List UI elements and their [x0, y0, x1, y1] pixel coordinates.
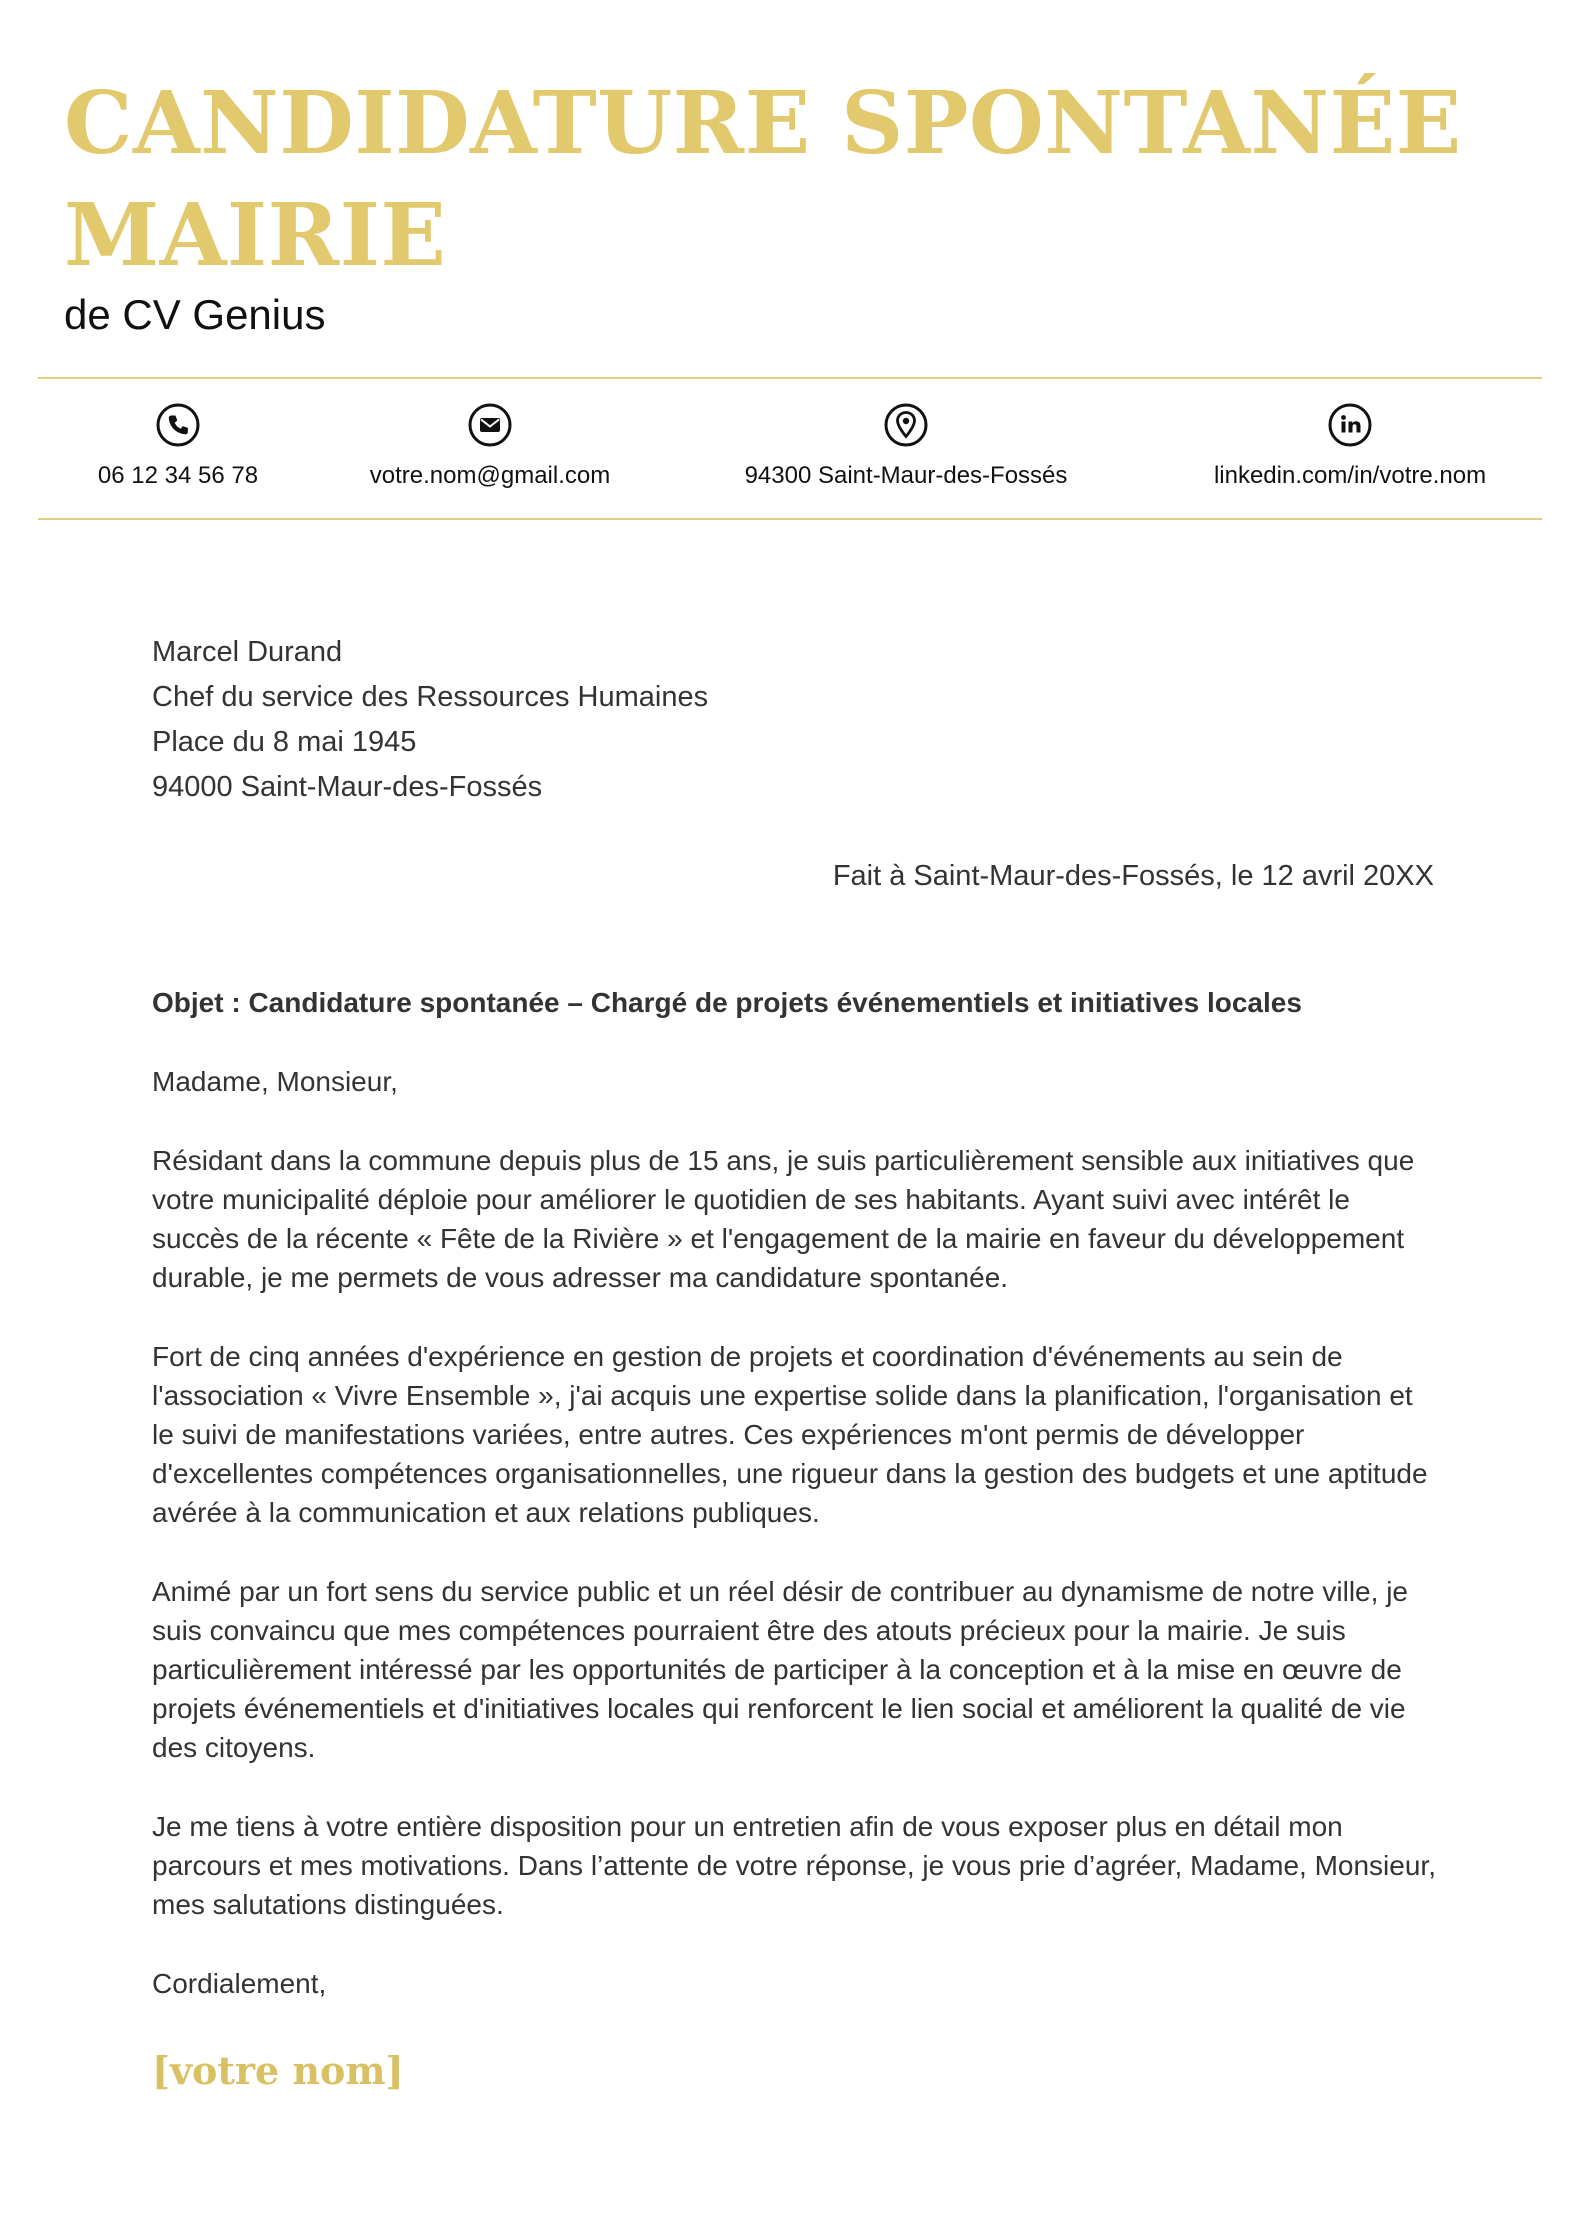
recipient-street: Place du 8 mai 1945	[152, 726, 417, 758]
divider-top	[38, 377, 1542, 379]
recipient-city: 94000 Saint-Maur-des-Fossés	[152, 771, 543, 803]
page-title: CANDIDATURE SPONTANÉE MAIRIE	[64, 73, 1462, 286]
page-subtitle: de CV Genius	[64, 291, 326, 338]
contact-phone-text: 06 12 34 56 78	[97, 462, 259, 489]
letter-paragraph-3: Animé par un fort sens du service public et un réel désir de contribuer au dynamisme de notre ville, je suis convaincu que mes compétences pourraient être des atouts précieux pour la mairie. Je suis particulièrement intéressé par les opportunités de participer à la conception et à la mise en œuvre de projets événementiels et d'initiatives locales qui renforcent le lien social et améliorent la qualité de vie des citoyens.	[152, 1576, 1408, 1763]
letter-paragraph-2: Fort de cinq années d'expérience en gestion de projets et coordination d'événements au sein de l'association « Vivre Ensemble », j'ai acquis une expertise solide dans la planification, l'organisation et le suivi de manifestations variées, entre autres. Ces expériences m'ont permis de développer d'excellentes compétences organisationnelles, une rigueur dans la gestion des budgets et une aptitude avérée à la communication et aux relations publiques.	[152, 1341, 1428, 1528]
contact-address-text: 94300 Saint-Maur-des-Fossés	[744, 462, 1068, 489]
recipient-name: Marcel Durand	[152, 636, 343, 668]
location-pin-icon	[883, 402, 929, 448]
linkedin-icon	[1327, 402, 1373, 448]
phone-icon	[155, 402, 201, 448]
date-line: Fait à Saint-Maur-des-Fossés, le 12 avril 20XX	[832, 860, 1434, 892]
contact-address	[676, 402, 1136, 496]
recipient-role: Chef du service des Ressources Humaines	[152, 681, 709, 713]
letter-subject: Objet : Candidature spontanée – Chargé de projets événementiels et initiatives locales	[152, 987, 1302, 1018]
letter-salutation: Madame, Monsieur,	[152, 1066, 398, 1097]
signature: [votre nom]	[152, 2048, 404, 2093]
letter-paragraph-4: Je me tiens à votre entière disposition pour un entretien afin de vous exposer plus en détail mon parcours et mes motivations. Dans l’attente de votre réponse, je vous prie d’agréer, Madame, Monsieur, mes salutations distinguées.	[152, 1811, 1436, 1920]
recipient-address-block	[152, 630, 708, 810]
divider-bottom	[38, 518, 1542, 520]
letter-closing: Cordialement,	[152, 1968, 327, 1999]
contact-email-text: votre.nom@gmail.com	[369, 462, 611, 489]
contact-linkedin	[1120, 402, 1580, 496]
contact-email	[260, 402, 720, 496]
letter-body	[152, 983, 1442, 2043]
contact-linkedin-text: linkedin.com/in/votre.nom	[1213, 462, 1487, 489]
envelope-icon	[467, 402, 513, 448]
letter-paragraph-1: Résidant dans la commune depuis plus de 15 ans, je suis particulièrement sensible aux initiatives que votre municipalité déploie pour améliorer le quotidien de ses habitants. Ayant suivi avec intérêt le succès de la récente « Fête de la Rivière » et l'engagement de la mairie en faveur du développement durable, je me permets de vous adresser ma candidature spontanée.	[152, 1145, 1415, 1293]
